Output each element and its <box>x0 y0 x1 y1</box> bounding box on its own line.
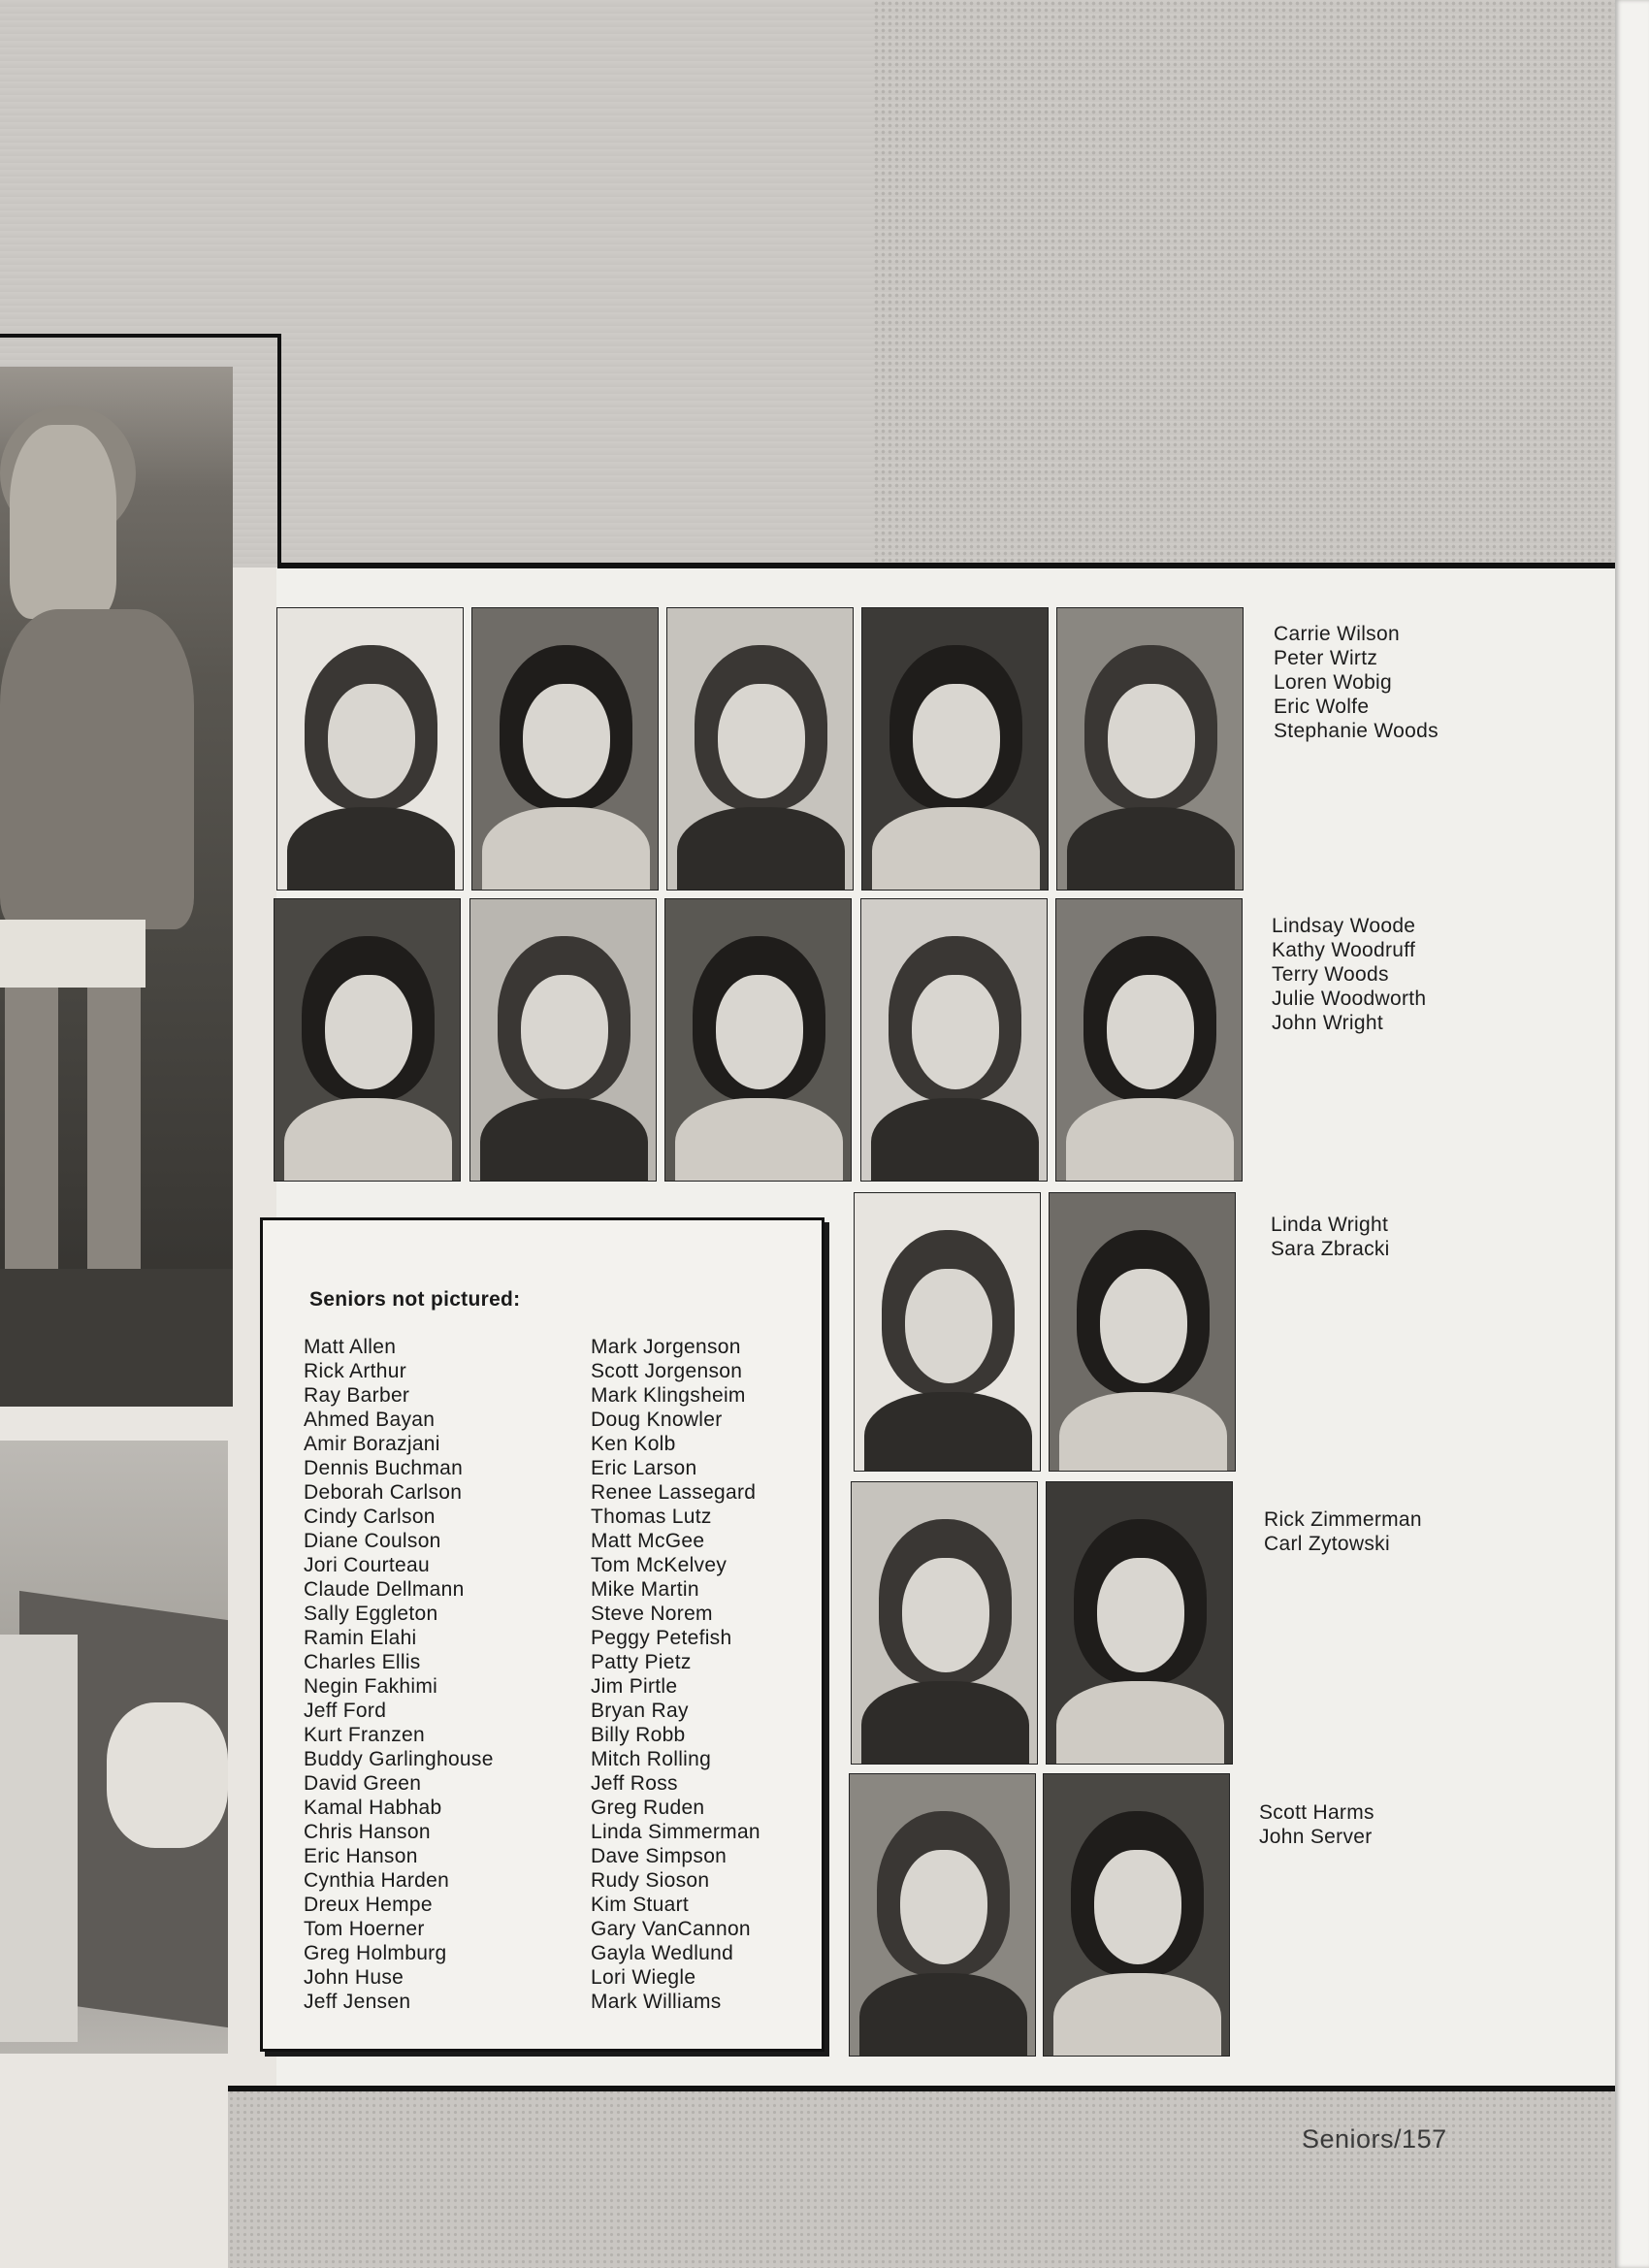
not-pictured-name: Claude Dellmann <box>304 1578 465 1601</box>
senior-portrait-photo <box>1046 1481 1233 1765</box>
page-edge <box>1615 0 1649 2268</box>
not-pictured-name: Kim Stuart <box>591 1894 690 1916</box>
not-pictured-name: Cynthia Harden <box>304 1869 450 1892</box>
not-pictured-name: Kamal Habhab <box>304 1797 442 1819</box>
bottom-divider-rule <box>228 2086 1615 2091</box>
name: Lindsay Woode <box>1272 915 1416 937</box>
not-pictured-name: Gary VanCannon <box>591 1918 751 1940</box>
caption-row-3 <box>1271 1213 1390 1261</box>
not-pictured-name: Tom McKelvey <box>591 1554 728 1576</box>
not-pictured-name: Jori Courteau <box>304 1554 430 1576</box>
not-pictured-name: Billy Robb <box>591 1724 686 1746</box>
page-folio: Seniors/157 <box>1302 2124 1447 2154</box>
not-pictured-name: Ramin Elahi <box>304 1627 417 1649</box>
caption-row-2 <box>1272 914 1426 1035</box>
top-halftone-band <box>0 0 1615 567</box>
name: John Server <box>1259 1826 1373 1848</box>
not-pictured-name: Sally Eggleton <box>304 1603 438 1625</box>
senior-portrait-photo <box>1049 1192 1236 1472</box>
senior-portrait-photo <box>274 898 461 1182</box>
top-divider-rule <box>277 563 1615 568</box>
not-pictured-name: Jeff Ross <box>591 1772 678 1795</box>
name: Scott Harms <box>1259 1801 1374 1824</box>
not-pictured-name: Linda Simmerman <box>591 1821 760 1843</box>
senior-portrait-photo <box>849 1773 1036 2057</box>
not-pictured-name: Jim Pirtle <box>591 1675 678 1698</box>
senior-portrait-photo <box>861 607 1049 891</box>
not-pictured-name: Mark Williams <box>591 1991 722 2013</box>
not-pictured-column-right <box>591 1335 760 2014</box>
senior-portrait-photo <box>1056 607 1244 891</box>
not-pictured-name: Cindy Carlson <box>304 1506 436 1528</box>
not-pictured-name: Dennis Buchman <box>304 1457 464 1479</box>
senior-portrait-photo <box>664 898 852 1182</box>
seniors-not-pictured-box <box>260 1217 824 2052</box>
not-pictured-name: Renee Lassegard <box>591 1481 757 1504</box>
not-pictured-name: Matt Allen <box>304 1336 397 1358</box>
senior-portrait-photo <box>851 1481 1038 1765</box>
not-pictured-name: Rick Arthur <box>304 1360 406 1382</box>
not-pictured-name: Buddy Garlinghouse <box>304 1748 494 1770</box>
top-frame-vertical <box>277 334 281 567</box>
senior-portrait-photo <box>860 898 1048 1182</box>
not-pictured-name: David Green <box>304 1772 422 1795</box>
not-pictured-name: Charles Ellis <box>304 1651 421 1673</box>
not-pictured-name: Peggy Petefish <box>591 1627 732 1649</box>
name: Rick Zimmerman <box>1264 1508 1422 1531</box>
not-pictured-name: Dreux Hempe <box>304 1894 433 1916</box>
name: Carl Zytowski <box>1264 1533 1390 1555</box>
not-pictured-name: Ken Kolb <box>591 1433 676 1455</box>
name: Carrie Wilson <box>1274 623 1400 645</box>
name: Linda Wright <box>1271 1214 1389 1236</box>
not-pictured-name: Amir Borazjani <box>304 1433 440 1455</box>
not-pictured-name: Scott Jorgenson <box>591 1360 743 1382</box>
not-pictured-name: Rudy Sioson <box>591 1869 710 1892</box>
senior-portrait-photo <box>276 607 464 891</box>
not-pictured-name: Jeff Jensen <box>304 1991 411 2013</box>
not-pictured-column-left <box>304 1335 494 2014</box>
bottom-halftone-band <box>228 2089 1615 2268</box>
name: Stephanie Woods <box>1274 720 1439 742</box>
not-pictured-name: Doug Knowler <box>591 1409 723 1431</box>
candid-photo-runner <box>0 367 233 1407</box>
not-pictured-name: Tom Hoerner <box>304 1918 425 1940</box>
senior-portrait-photo <box>469 898 657 1182</box>
not-pictured-name: John Huse <box>304 1966 404 1989</box>
not-pictured-name: Greg Holmburg <box>304 1942 447 1964</box>
not-pictured-name: Deborah Carlson <box>304 1481 463 1504</box>
name: Eric Wolfe <box>1274 696 1370 718</box>
caption-row-5 <box>1259 1800 1374 1849</box>
not-pictured-name: Kurt Franzen <box>304 1724 425 1746</box>
senior-portrait-photo <box>854 1192 1041 1472</box>
not-pictured-name: Ahmed Bayan <box>304 1409 436 1431</box>
not-pictured-name: Mike Martin <box>591 1578 699 1601</box>
not-pictured-name: Steve Norem <box>591 1603 713 1625</box>
not-pictured-name: Gayla Wedlund <box>591 1942 734 1964</box>
senior-portrait-photo <box>666 607 854 891</box>
not-pictured-name: Greg Ruden <box>591 1797 705 1819</box>
name: Julie Woodworth <box>1272 988 1427 1010</box>
caption-row-4 <box>1264 1507 1422 1556</box>
name: Sara Zbracki <box>1271 1238 1390 1260</box>
senior-portrait-photo <box>1043 1773 1230 2057</box>
not-pictured-name: Negin Fakhimi <box>304 1675 438 1698</box>
not-pictured-name: Mark Klingsheim <box>591 1384 746 1407</box>
not-pictured-name: Eric Hanson <box>304 1845 418 1867</box>
not-pictured-name: Mitch Rolling <box>591 1748 712 1770</box>
not-pictured-name: Jeff Ford <box>304 1700 387 1722</box>
not-pictured-name: Lori Wiegle <box>591 1966 696 1989</box>
senior-portrait-photo <box>1055 898 1243 1182</box>
top-frame-rule <box>0 334 281 338</box>
not-pictured-name: Bryan Ray <box>591 1700 689 1722</box>
name: Peter Wirtz <box>1274 647 1378 669</box>
not-pictured-name: Matt McGee <box>591 1530 705 1552</box>
not-pictured-name: Chris Hanson <box>304 1821 431 1843</box>
name: Kathy Woodruff <box>1272 939 1416 961</box>
not-pictured-name: Ray Barber <box>304 1384 410 1407</box>
not-pictured-name: Eric Larson <box>591 1457 697 1479</box>
not-pictured-title: Seniors not pictured: <box>309 1288 521 1311</box>
name: John Wright <box>1272 1012 1383 1034</box>
name: Terry Woods <box>1272 963 1389 986</box>
candid-photo-track <box>0 1441 228 2054</box>
not-pictured-name: Thomas Lutz <box>591 1506 712 1528</box>
name: Loren Wobig <box>1274 671 1392 694</box>
not-pictured-name: Diane Coulson <box>304 1530 441 1552</box>
caption-row-1 <box>1274 622 1439 743</box>
senior-portrait-photo <box>471 607 659 891</box>
not-pictured-name: Mark Jorgenson <box>591 1336 741 1358</box>
not-pictured-name: Dave Simpson <box>591 1845 728 1867</box>
not-pictured-name: Patty Pietz <box>591 1651 692 1673</box>
